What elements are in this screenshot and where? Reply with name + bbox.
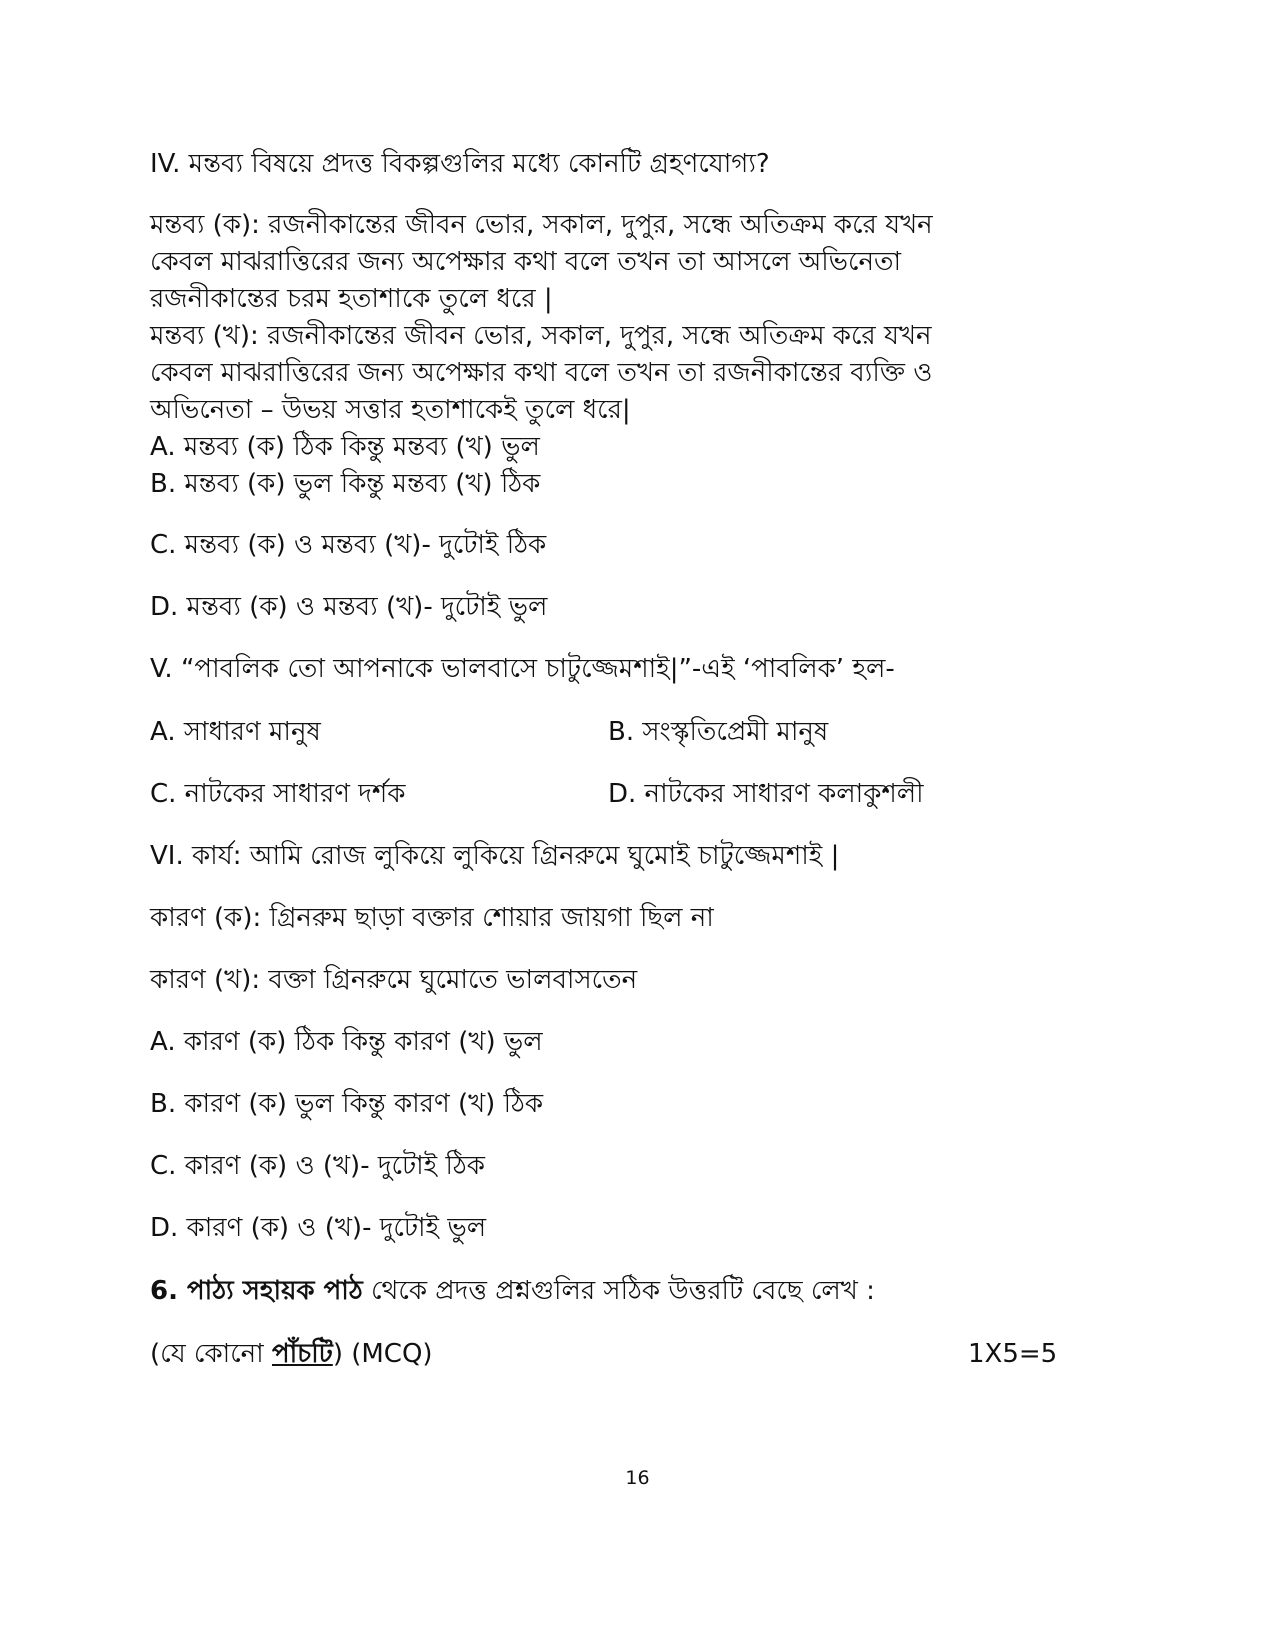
page-number: 16: [625, 1467, 650, 1489]
q6-option-a: A. কারণ (ক) ঠিক কিন্তু কারণ (খ) ভুল: [150, 1027, 543, 1057]
comment-a-line-3: রজনীকান্তের চরম হতাশাকে তুলে ধরে |: [150, 284, 553, 314]
q4-option-c: C. মন্তব্য (ক) ও মন্তব্য (খ)- দুটোই ঠিক: [150, 530, 547, 560]
section-6-number: 6: [150, 1276, 169, 1306]
section-6-choice-line: [150, 1336, 433, 1372]
reason-a: কারণ (ক): গ্রিনরুম ছাড়া বক্তার শোয়ার জায়গা ছিল না: [150, 903, 714, 933]
comment-b-line-2: কেবল মাঝরাত্তিরের জন্য অপেক্ষার কথা বলে তখন তা রজনীকান্তের ব্যক্তি ও: [150, 358, 933, 388]
q6-option-c: C. কারণ (ক) ও (খ)- দুটোই ঠিক: [150, 1151, 485, 1181]
choice-suffix: ) (MCQ): [332, 1339, 433, 1369]
q5-option-d: D. নাটকের সাধারণ কলাকুশলী: [608, 779, 924, 809]
q4-option-b: B. মন্তব্য (ক) ভুল কিন্তু মন্তব্য (খ) ঠিক: [150, 469, 541, 499]
q5-option-a: A. সাধারণ মানুষ: [150, 717, 321, 747]
question-4-text: IV. মন্তব্য বিষয়ে প্রদত্ত বিকল্পগুলির মধ্যে কোনটি গ্রহণযোগ্য?: [150, 149, 770, 179]
q4-option-d: D. মন্তব্য (ক) ও মন্তব্য (খ)- দুটোই ভুল: [150, 592, 548, 622]
question-6-statement: VI. কার্য: আমি রোজ লুকিয়ে লুকিয়ে গ্রিনরুমে ঘুমোই চাটুজ্জেমশাই |: [150, 841, 840, 871]
marks-allocation: 1X5=5: [968, 1339, 1058, 1369]
q5-option-b: B. সংস্কৃতিপ্রেমী মানুষ: [608, 717, 829, 747]
q6-option-b: B. কারণ (ক) ভুল কিন্তু কারণ (খ) ঠিক: [150, 1089, 544, 1119]
section-6-heading: [150, 1273, 875, 1309]
comment-a-line-2: কেবল মাঝরাত্তিরের জন্য অপেক্ষার কথা বলে তখন তা আসলে অভিনেতা: [150, 247, 902, 277]
comment-b-line-1: মন্তব্য (খ): রজনীকান্তের জীবন ভোর, সকাল, দুপুর, সন্ধে অতিক্রম করে যখন: [150, 321, 932, 351]
q6-option-d: D. কারণ (ক) ও (খ)- দুটোই ভুল: [150, 1213, 487, 1243]
section-6-instruction: থেকে প্রদত্ত প্রশ্নগুলির সঠিক উত্তরটি বেছে লেখ :: [362, 1276, 875, 1306]
comment-a-line-1: মন্তব্য (ক): রজনীকান্তের জীবন ভোর, সকাল, দুপুর, সন্ধে অতিক্রম করে যখন: [150, 210, 933, 240]
question-5-text: V. “পাবলিক তো আপনাকে ভালবাসে চাটুজ্জেমশাই|”-এই ‘পাবলিক’ হল-: [150, 654, 895, 684]
choice-count: পাঁচটি: [271, 1339, 333, 1369]
reason-b: কারণ (খ): বক্তা গ্রিনরুমে ঘুমোতে ভালবাসতেন: [150, 965, 638, 995]
comment-b-line-3: অভিনেতা – উভয় সত্তার হতাশাকেই তুলে ধরে|: [150, 395, 631, 425]
choice-prefix: (যে কোনো: [150, 1339, 272, 1369]
section-6-title: . পাঠ্য সহায়ক পাঠ: [168, 1276, 363, 1306]
q5-option-c: C. নাটকের সাধারণ দর্শক: [150, 779, 406, 809]
q4-option-a: A. মন্তব্য (ক) ঠিক কিন্তু মন্তব্য (খ) ভুল: [150, 432, 540, 462]
